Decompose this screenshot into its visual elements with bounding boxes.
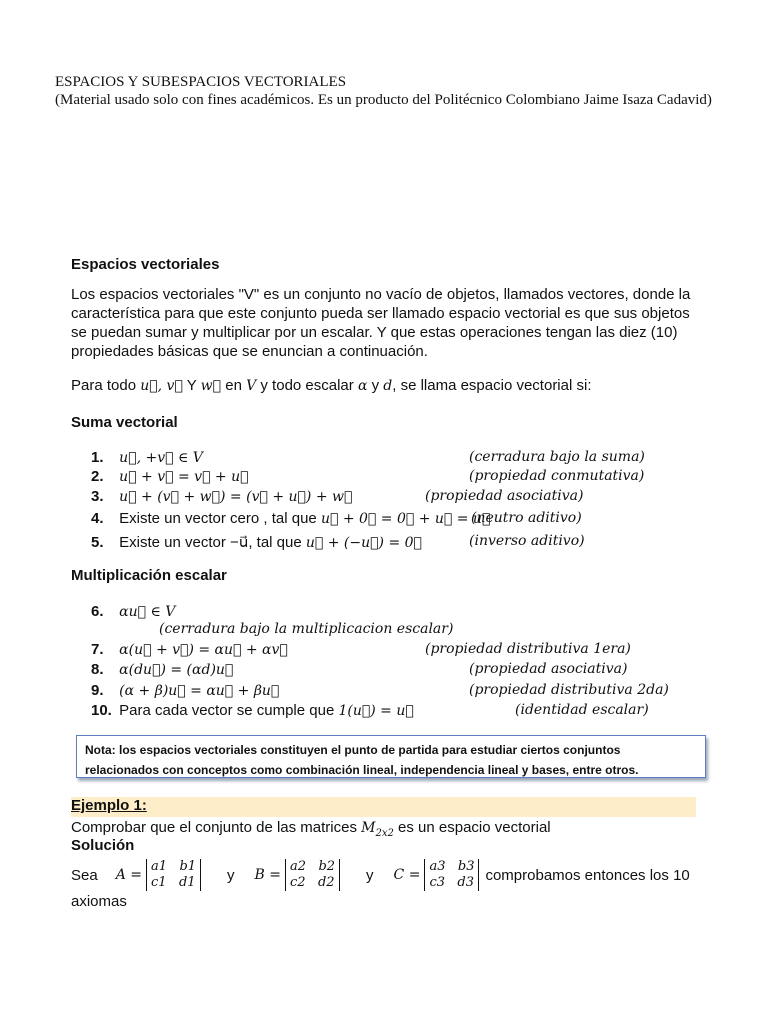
matrices-line <box>71 857 690 893</box>
matrix-B-label: B = <box>254 867 281 883</box>
section-heading-suma: Suma vectorial <box>71 414 178 431</box>
matrix-B-entry: a2 <box>290 859 307 874</box>
ending-text-2: axiomas <box>71 893 127 910</box>
axiom-text: Existe un vector cero , tal que <box>119 510 317 527</box>
axiom-property: (identidad escalar) <box>515 702 649 718</box>
axiom-formula: (α + β)u⃗ = αu⃗ + βu⃗ <box>119 683 280 699</box>
document-title: ESPACIOS Y SUBESPACIOS VECTORIALES <box>55 74 347 90</box>
axiom-property: (cerradura bajo la suma) <box>469 449 645 465</box>
and-label: y <box>227 866 235 884</box>
axiom-number: 10. <box>91 702 112 719</box>
scalar-alpha: α <box>357 378 368 394</box>
axiom-property: (propiedad asociativa) <box>469 661 628 677</box>
axiom-text: Existe un vector −u⃗, tal que <box>119 534 302 551</box>
axiom-9 <box>91 682 669 702</box>
matrix-A <box>146 859 201 891</box>
axiom-property: (propiedad distributiva 1era) <box>425 641 631 657</box>
para-en: en <box>225 377 242 394</box>
axiom-formula: u⃗ + (−u⃗) = 0⃗ <box>305 535 422 551</box>
axiom-8 <box>91 661 628 681</box>
axiom-2 <box>91 468 645 488</box>
axiom-number: 2. <box>91 468 104 485</box>
axiom-number: 7. <box>91 641 104 658</box>
matrix-A-entry: d1 <box>178 875 196 890</box>
matrix-C-label: C = <box>393 867 421 883</box>
matrix-A-entry: b1 <box>179 859 197 874</box>
matrix-B-entry: b2 <box>318 859 336 874</box>
axiom-number: 5. <box>91 534 104 551</box>
axiom-formula: αu⃗ ∈ V <box>119 604 176 620</box>
scalar-d: d <box>383 378 393 394</box>
axiom-formula: u⃗ + (v⃗ + w⃗) = (v⃗ + u⃗) + w⃗ <box>119 489 353 505</box>
axiom-7 <box>91 641 631 661</box>
example-heading-bar <box>71 797 696 817</box>
axiom-number: 1. <box>91 449 104 466</box>
set-V: V <box>246 378 257 394</box>
axiom-formula: α(u⃗ + v⃗) = αu⃗ + αv⃗ <box>119 642 288 658</box>
para-todo-line <box>71 377 591 394</box>
matrix-B <box>285 859 340 891</box>
axiom-formula: u⃗ + 0⃗ = 0⃗ + u⃗ = u⃗ <box>320 511 491 527</box>
document-subtitle: (Material usado solo con fines académicos. Es un producto del Politécnico Colombiano Jaime Isaza Cadavid) <box>55 92 712 108</box>
example-statement <box>71 819 551 839</box>
axiom-number: 6. <box>91 603 104 620</box>
and-label: y <box>366 866 374 884</box>
para-mid: y todo escalar <box>260 377 354 394</box>
axiom-formula: u⃗, +v⃗ ∈ V <box>119 450 203 466</box>
example-label: Ejemplo 1: <box>71 797 147 814</box>
vectors-uv: u⃗, v⃗ <box>140 378 183 394</box>
matrix-C <box>424 859 479 891</box>
axiom-property: (propiedad distributiva 2da) <box>469 682 669 698</box>
matrix-C-entry: c3 <box>429 875 445 890</box>
intro-paragraph: Los espacios vectoriales "V" es un conjunto no vacío de objetos, llamados vectores, donde la característica para que este conjunto pueda ser llamado espacio vectorial es que sus objetos se puedan sumar y multiplicar por un escalar. Y que estas operaciones tengan las diez (10) propiedades básicas que se enuncian a continuación. <box>71 286 691 360</box>
matrix-set <box>361 820 394 839</box>
matrix-A-label: A = <box>115 867 142 883</box>
matrix-C-entry: b3 <box>457 859 475 874</box>
matrix-set-letter: M <box>361 820 376 836</box>
para-y2: y <box>371 377 380 394</box>
axiom-property: (propiedad asociativa) <box>425 488 584 504</box>
solution-heading: Solución <box>71 837 135 854</box>
axiom-property: (neutro aditivo) <box>471 510 582 526</box>
document-header <box>55 73 712 109</box>
axiom-formula: α(du⃗) = (αd)u⃗ <box>119 662 234 678</box>
sea-label: Sea <box>71 866 98 884</box>
vector-w: w⃗ <box>200 378 222 394</box>
axiom-formula: u⃗ + v⃗ = v⃗ + u⃗ <box>119 469 249 485</box>
statement-suffix: es un espacio vectorial <box>398 819 551 836</box>
matrix-set-subscript: 2x2 <box>375 827 394 839</box>
ending-text: comprobamos entonces los 10 <box>485 866 690 884</box>
axiom-text: Para cada vector se cumple que <box>119 702 335 719</box>
axiom-number: 9. <box>91 682 104 699</box>
matrix-C-entry: a3 <box>429 859 446 874</box>
axiom-number: 8. <box>91 661 104 678</box>
para-end: , se llama espacio vectorial si: <box>392 377 592 394</box>
note-box: Nota: los espacios vectoriales constituyen el punto de partida para estudiar ciertos conjuntos relacionados con conceptos como combinación lineal, independencia lineal y bases, entre otros. <box>76 735 706 778</box>
axiom-property: (inverso aditivo) <box>469 533 585 549</box>
axiom-1 <box>91 449 645 469</box>
axiom-number: 3. <box>91 488 104 505</box>
axiom-property: (cerradura bajo la multiplicacion escalar) <box>159 621 454 637</box>
axiom-formula: 1(u⃗) = u⃗ <box>338 703 414 719</box>
axiom-4 <box>91 510 582 530</box>
matrix-A-entry: c1 <box>151 875 167 890</box>
section-heading-mult: Multiplicación escalar <box>71 567 227 584</box>
axiom-5 <box>91 533 585 553</box>
para-y: Y <box>186 377 197 394</box>
axiom-10 <box>91 702 649 722</box>
axiom-6 <box>91 603 175 623</box>
axiom-number: 4. <box>91 510 104 527</box>
axiom-property: (propiedad conmutativa) <box>469 468 645 484</box>
axiom-3 <box>91 488 584 508</box>
matrix-B-entry: d2 <box>317 875 335 890</box>
statement-prefix: Comprobar que el conjunto de las matrices <box>71 819 357 836</box>
matrix-A-entry: a1 <box>151 859 168 874</box>
para-todo-prefix: Para todo <box>71 377 137 394</box>
section-heading-espacios: Espacios vectoriales <box>71 256 220 273</box>
matrix-B-entry: c2 <box>290 875 306 890</box>
matrix-C-entry: d3 <box>457 875 474 890</box>
